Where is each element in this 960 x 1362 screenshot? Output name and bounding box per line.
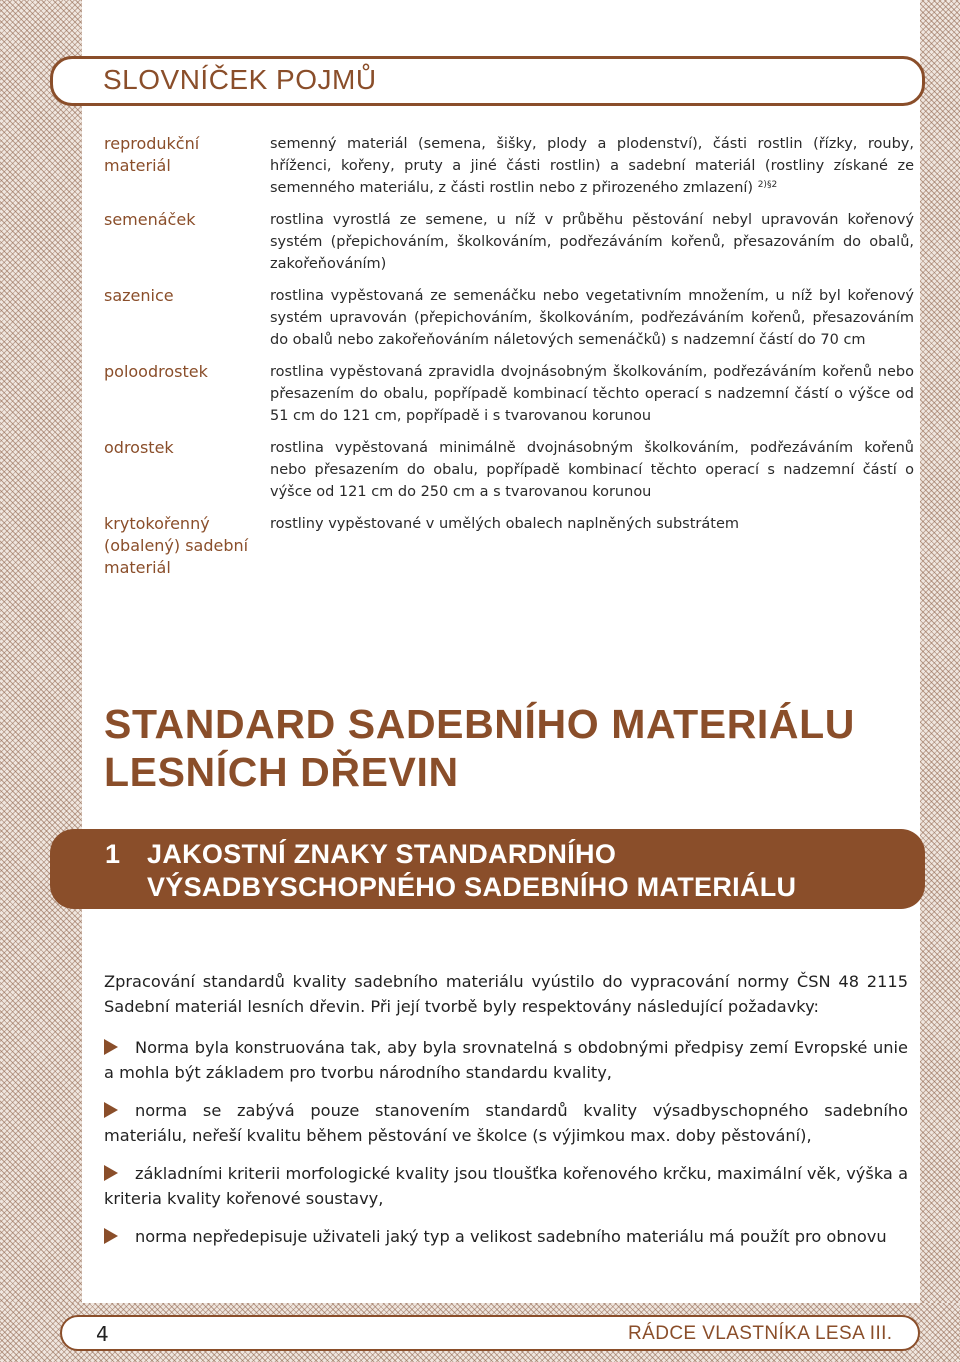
glossary-entry bbox=[104, 209, 914, 275]
glossary-definition: rostlina vypěstovaná ze semenáčku nebo vegetativním množením, u níž byl kořenový systém upravován (přepichováním, školkováním, podřezáváním kořenů, přesazováním do obalů nebo zakořeňováním náletových semenáčků) s nadzemní částí do 70 cm bbox=[270, 288, 914, 348]
glossary-definition: rostlina vypěstovaná minimálně dvojnásobným školkováním, podřezáváním kořenů nebo přesazením do obalu, popřípadě kombinací těchto operací s nadzemní částí o výšce od 121 cm do 250 cm a s tvarovanou korunou bbox=[270, 440, 914, 500]
intro-paragraph: Zpracování standardů kvality sadebního materiálu vyústilo do vypracování normy ČSN 48 2115 Sadební materiál lesních dřevin. Při její tvorbě byly respektovány následující požadavky: bbox=[104, 972, 908, 1016]
glossary-term: poloodrostek bbox=[104, 362, 208, 381]
decorative-hatch-right bbox=[920, 0, 960, 1362]
glossary-entry bbox=[104, 133, 914, 199]
glossary-definition: rostlina vyrostlá ze semene, u níž v průběhu pěstování nebyl upravován kořenový systém (přepichováním, školkováním, podřezáváním kořenů, přesazováním do obalů, zakořeňováním) bbox=[270, 212, 914, 272]
glossary-term: semenáček bbox=[104, 210, 196, 229]
footnote-reference: 2)§2 bbox=[757, 180, 778, 190]
page-number: 4 bbox=[96, 1322, 109, 1346]
triangle-bullet-icon bbox=[104, 1228, 118, 1244]
glossary-list bbox=[104, 133, 914, 589]
glossary-term: krytokořenný (obalený) sadební materiál bbox=[104, 514, 249, 577]
section-title-line1: JAKOSTNÍ ZNAKY STANDARDNÍHO bbox=[147, 839, 617, 869]
glossary-entry bbox=[104, 437, 914, 503]
publication-title: RÁDCE VLASTNÍKA LESA III. bbox=[628, 1323, 893, 1344]
requirements-list bbox=[104, 1035, 908, 1262]
glossary-definition: semenný materiál (semena, šišky, plody a plodenství), části rostlin (řízky, rouby, hříženci, kořeny, pruty a jiné části rostlin) a sadební materiál (rostliny získané ze semenného materiálu, z části rostlin nebo z přirozeného zmlazení) $^{2)\S 2}$ bbox=[270, 136, 914, 196]
main-title: STANDARD SADEBNÍHO MATERIÁLU LESNÍCH DŘEVIN bbox=[104, 701, 855, 795]
list-item: základními kriterii morfologické kvality jsou tloušťka kořenového krčku, maximální věk, výška a kriteria kvality kořenové soustavy, bbox=[104, 1164, 908, 1208]
glossary-entry bbox=[104, 361, 914, 427]
triangle-bullet-icon bbox=[104, 1165, 118, 1181]
glossary-term: sazenice bbox=[104, 286, 174, 305]
list-item: norma nepředepisuje uživateli jaký typ a velikost sadebního materiálu má použít pro obnovu bbox=[104, 1224, 908, 1249]
glossary-title: SLOVNÍČEK POJMŮ bbox=[103, 64, 377, 95]
section-heading bbox=[105, 838, 905, 904]
glossary-entry bbox=[104, 513, 914, 579]
glossary-term: odrostek bbox=[104, 438, 174, 457]
glossary-definition: rostliny vypěstované v umělých obalech naplněných substrátem bbox=[270, 516, 739, 532]
glossary-entry bbox=[104, 285, 914, 351]
section-title-line2: VÝSADBYSCHOPNÉHO SADEBNÍHO MATERIÁLU bbox=[147, 872, 797, 902]
section-number: 1 bbox=[105, 839, 121, 869]
list-item: Norma byla konstruována tak, aby byla srovnatelná s obdobnými předpisy zemí Evropské unie a mohla být základem pro tvorbu národního standardu kvality, bbox=[104, 1038, 908, 1082]
decorative-hatch-left bbox=[0, 0, 82, 1362]
list-item: norma se zabývá pouze stanovením standardů kvality výsadbyschopného sadebního materiálu, neřeší kvalitu během pěstování ve školce (s výjimkou max. doby pěstování), bbox=[104, 1101, 908, 1145]
triangle-bullet-icon bbox=[104, 1102, 118, 1118]
triangle-bullet-icon bbox=[104, 1039, 118, 1055]
glossary-term: reprodukční materiál bbox=[104, 134, 200, 175]
glossary-definition: rostlina vypěstovaná zpravidla dvojnásobným školkováním, podřezáváním kořenů nebo přesazením do obalu, popřípadě kombinací těchto operací s nadzemní částí o výšce od 51 cm do 121 cm, popřípadě i s tvarovanou korunou bbox=[270, 364, 914, 424]
